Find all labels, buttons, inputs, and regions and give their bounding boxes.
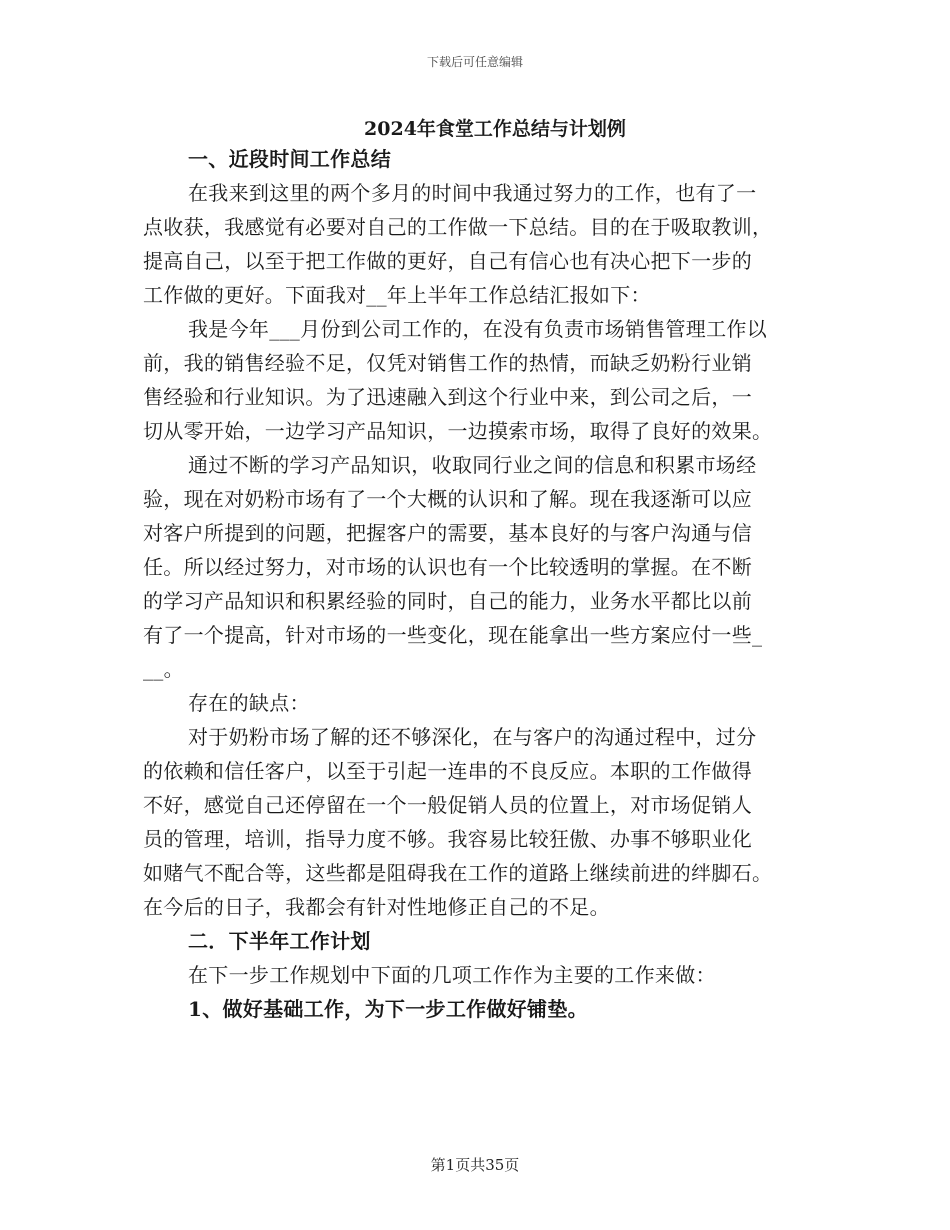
paragraph-line: 的学习产品知识和积累经验的同时，自己的能力，业务水平都比以前 (143, 589, 752, 613)
paragraph-line: 售经验和行业知识。为了迅速融入到这个行业中来，到公司之后，一 (143, 385, 752, 409)
page-number: 第1页共35页 (430, 1156, 520, 1174)
paragraph-line: 任。所以经过努力，对市场的认识也有一个比较透明的掌握。在不断 (143, 555, 752, 579)
paragraph-line: 员的管理，培训，指导力度不够。我容易比较狂傲、办事不够职业化 (143, 827, 752, 851)
subsection-heading: 1、做好基础工作，为下一步工作做好铺垫。 (188, 997, 588, 1021)
section-heading-2: 二．下半年工作计划 (188, 929, 371, 953)
paragraph-line: 有了一个提高，针对市场的一些变化，现在能拿出一些方案应付一些_ (143, 623, 763, 647)
paragraph-line: 的依赖和信任客户，以至于引起一连串的不良反应。本职的工作做得 (143, 759, 752, 783)
paragraph-line: 提高自己，以至于把工作做的更好，自己有信心也有决心把下一步的 (143, 249, 752, 273)
paragraph-line: 如赌气不配合等，这些都是阻碍我在工作的道路上继续前进的绊脚石。 (143, 861, 773, 885)
paragraph-line: 对于奶粉市场了解的还不够深化，在与客户的沟通过程中，过分 (188, 725, 757, 749)
document-body (143, 142, 808, 1026)
paragraph-line: 验，现在对奶粉市场有了一个大概的认识和了解。现在我逐渐可以应 (143, 487, 752, 511)
page-header: 下载后可任意编辑 (426, 55, 523, 69)
section-heading-1: 一、近段时间工作总结 (188, 147, 391, 171)
paragraph-line: 工作做的更好。下面我对__年上半年工作总结汇报如下： (143, 283, 651, 307)
paragraph-line: 在今后的日子，我都会有针对性地修正自己的不足。 (143, 895, 610, 919)
paragraph-line: 点收获，我感觉有必要对自己的工作做一下总结。目的在于吸取教训， (143, 215, 773, 239)
document-title: 2024年食堂工作总结与计划例 (364, 118, 626, 140)
paragraph-line: 我是今年___月份到公司工作的，在没有负责市场销售管理工作以 (188, 317, 767, 341)
paragraph-line: 不好，感觉自己还停留在一个一般促销人员的位置上，对市场促销人 (143, 793, 752, 817)
paragraph-line: 通过不断的学习产品知识，收取同行业之间的信息和积累市场经 (188, 453, 757, 477)
paragraph-line: 在下一步工作规划中下面的几项工作作为主要的工作来做： (188, 963, 716, 987)
paragraph-line: 在我来到这里的两个多月的时间中我通过努力的工作，也有了一 (188, 181, 757, 205)
paragraph-line: 切从零开始，一边学习产品知识，一边摸索市场，取得了良好的效果。 (143, 419, 773, 443)
paragraph-line: 存在的缺点： (188, 691, 310, 715)
paragraph-line: __。 (143, 657, 184, 681)
paragraph-line: 对客户所提到的问题，把握客户的需要，基本良好的与客户沟通与信 (143, 521, 752, 545)
paragraph-line: 前，我的销售经验不足，仅凭对销售工作的热情，而缺乏奶粉行业销 (143, 351, 752, 375)
